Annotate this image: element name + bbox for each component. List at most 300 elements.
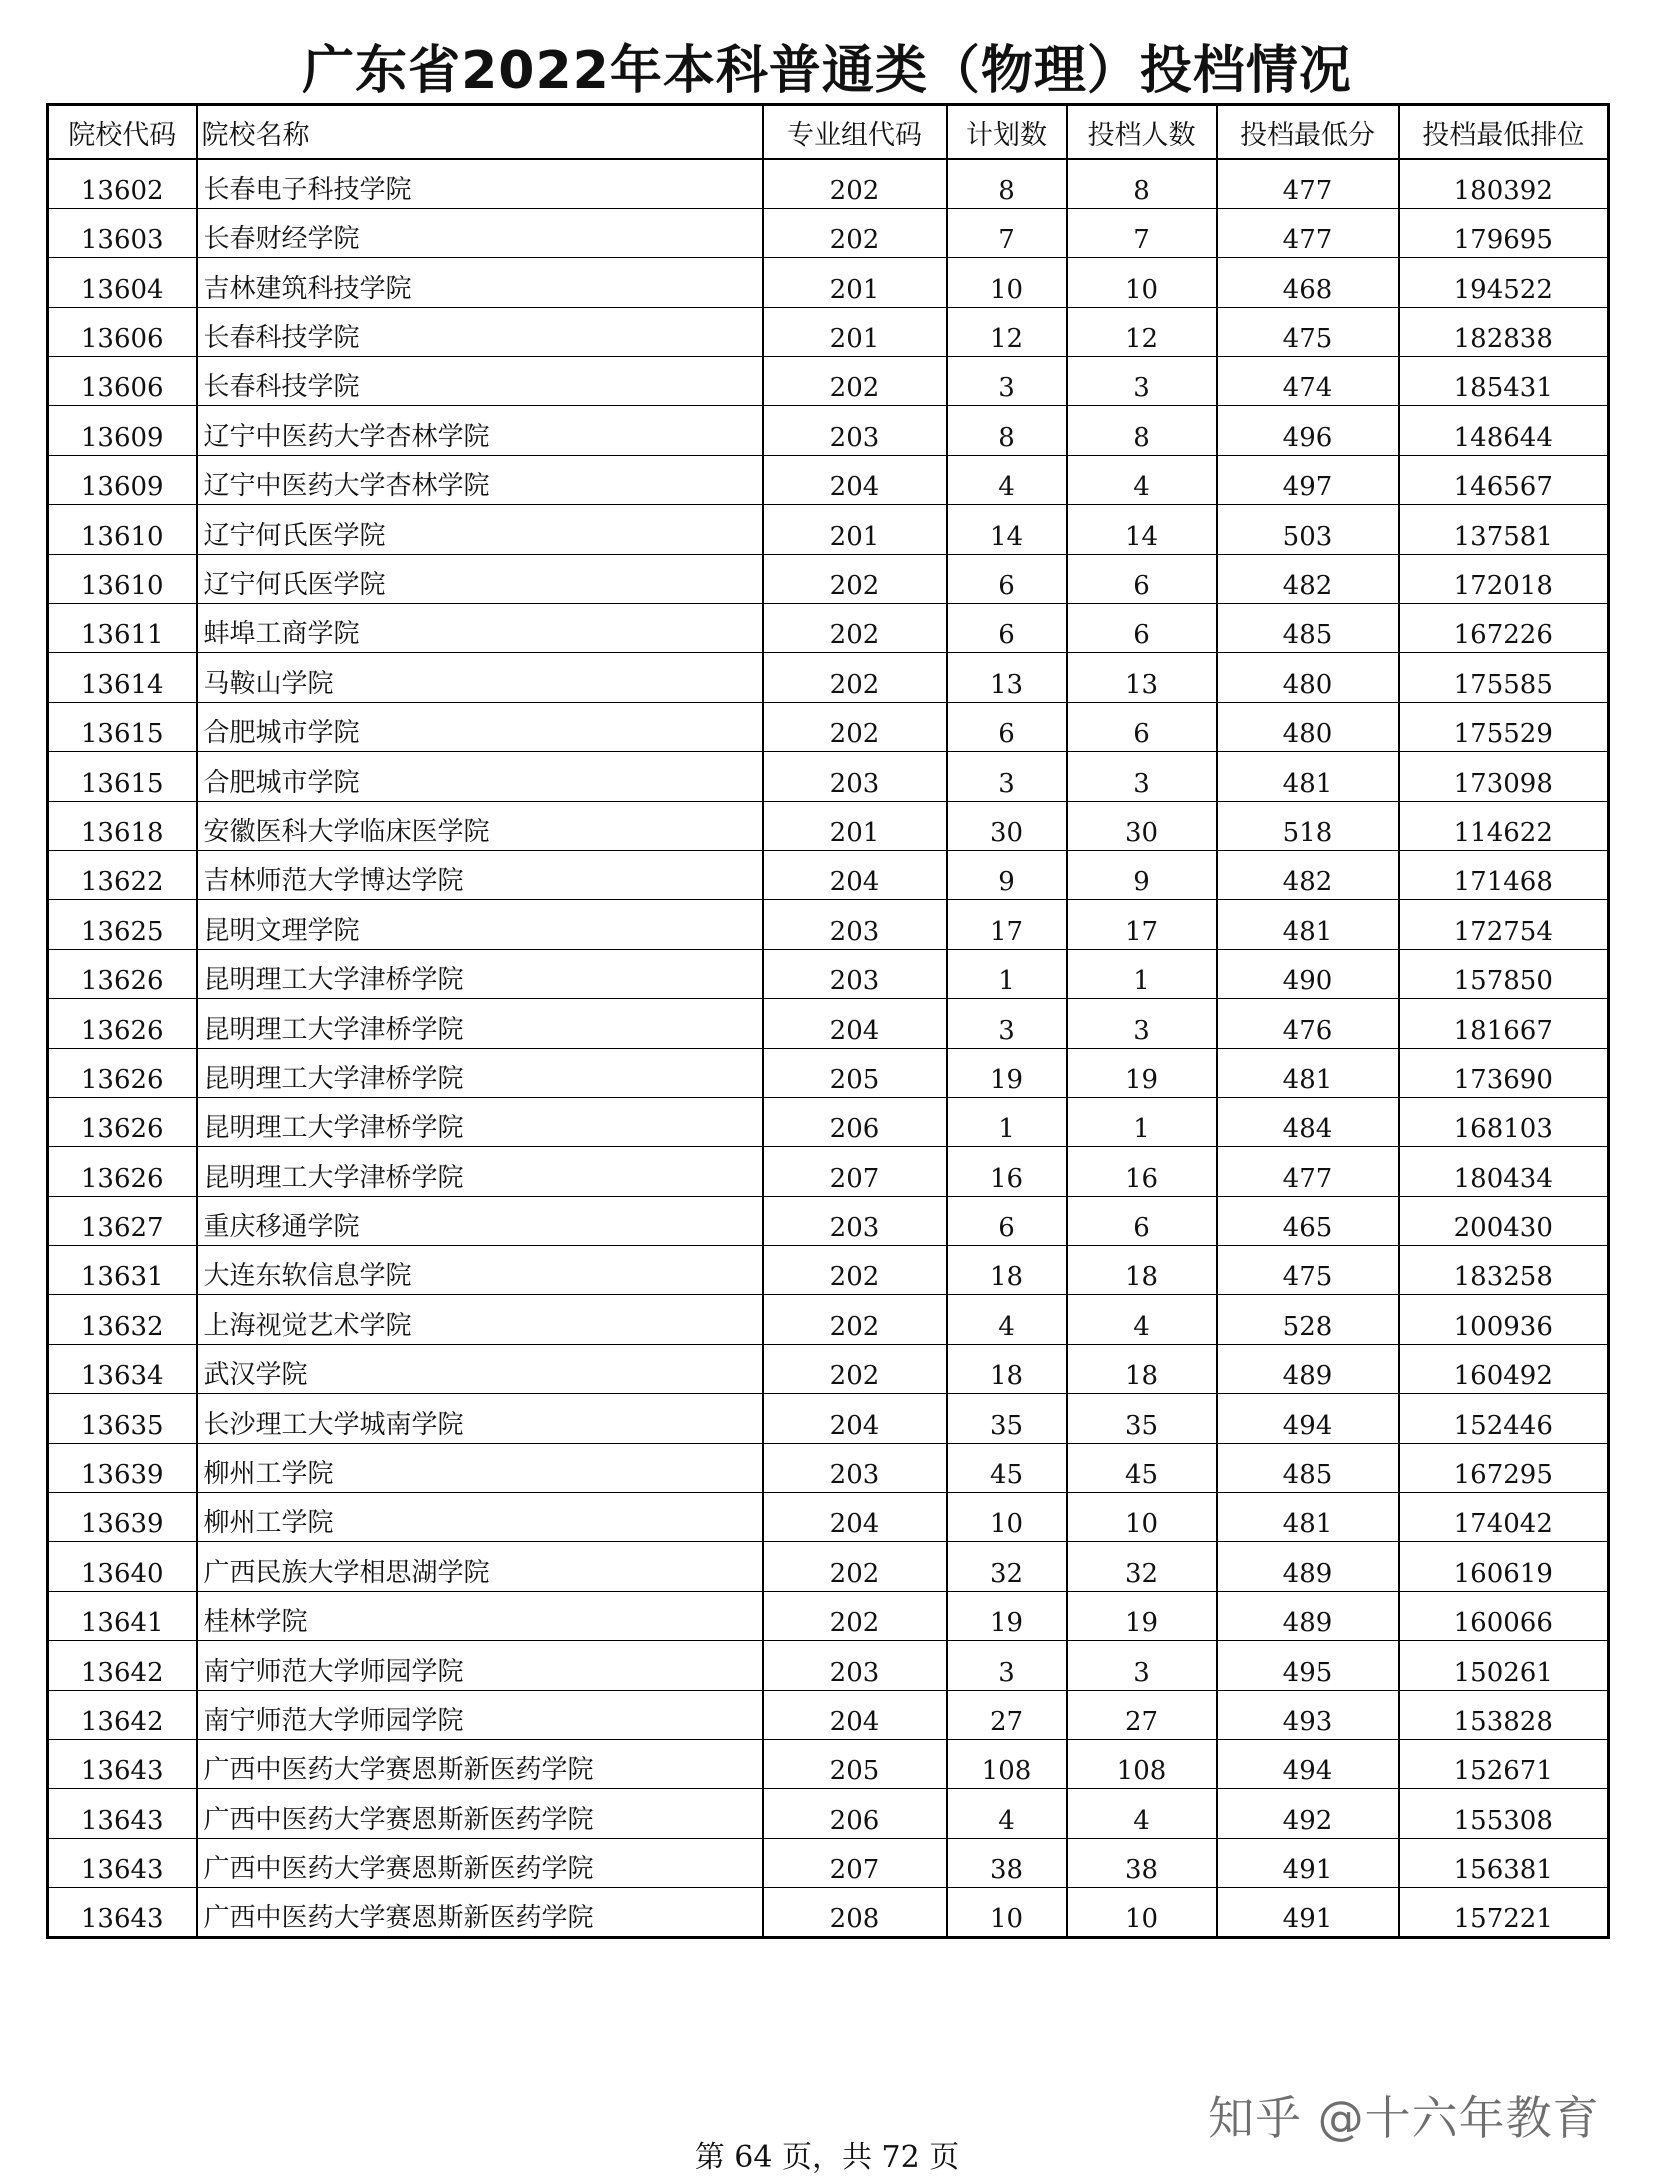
min-rank-cell: 185431 <box>1399 357 1609 406</box>
group-code-cell: 203 <box>763 949 947 998</box>
school-name-cell: 广西民族大学相思湖学院 <box>197 1542 763 1591</box>
plan-count-cell: 18 <box>947 1246 1067 1295</box>
school-name-cell: 昆明理工大学津桥学院 <box>197 999 763 1048</box>
school-name-cell: 柳州工学院 <box>197 1493 763 1542</box>
school-name-cell: 长春财经学院 <box>197 208 763 257</box>
school-name-cell: 合肥城市学院 <box>197 752 763 801</box>
group-code-cell: 201 <box>763 258 947 307</box>
school-code-cell: 13606 <box>48 307 197 356</box>
min-rank-cell: 137581 <box>1399 505 1609 554</box>
school-code-cell: 13609 <box>48 406 197 455</box>
plan-count-cell: 19 <box>947 1591 1067 1640</box>
admission-table-container <box>46 103 1610 1939</box>
group-code-cell: 202 <box>763 357 947 406</box>
plan-count-cell: 13 <box>947 653 1067 702</box>
school-name-cell: 长春科技学院 <box>197 307 763 356</box>
group-code-cell: 202 <box>763 702 947 751</box>
min-score-cell: 518 <box>1217 801 1399 850</box>
plan-count-cell: 38 <box>947 1838 1067 1887</box>
admitted-count-cell: 1 <box>1067 949 1217 998</box>
group-code-cell: 205 <box>763 1048 947 1097</box>
min-score-cell: 495 <box>1217 1641 1399 1690</box>
group-code-cell: 204 <box>763 1690 947 1739</box>
school-name-cell: 广西中医药大学赛恩斯新医药学院 <box>197 1838 763 1887</box>
school-code-cell: 13627 <box>48 1196 197 1245</box>
min-rank-cell: 152671 <box>1399 1740 1609 1789</box>
page-title: 广东省2022年本科普通类（物理）投档情况 <box>302 41 1352 101</box>
admitted-count-cell: 16 <box>1067 1147 1217 1196</box>
school-code-cell: 13643 <box>48 1740 197 1789</box>
school-name-cell: 合肥城市学院 <box>197 702 763 751</box>
table-row <box>48 357 1609 406</box>
min-rank-cell: 160066 <box>1399 1591 1609 1640</box>
min-score-cell: 492 <box>1217 1789 1399 1838</box>
group-code-cell: 202 <box>763 653 947 702</box>
admission-table <box>46 103 1610 1939</box>
table-row <box>48 1147 1609 1196</box>
admitted-count-cell: 30 <box>1067 801 1217 850</box>
min-score-cell: 480 <box>1217 702 1399 751</box>
min-rank-cell: 167295 <box>1399 1443 1609 1492</box>
min-score-cell: 477 <box>1217 1147 1399 1196</box>
group-code-cell: 203 <box>763 1443 947 1492</box>
table-row <box>48 1048 1609 1097</box>
table-row <box>48 1542 1609 1591</box>
min-rank-cell: 150261 <box>1399 1641 1609 1690</box>
min-score-cell: 474 <box>1217 357 1399 406</box>
min-rank-cell: 174042 <box>1399 1493 1609 1542</box>
min-score-cell: 491 <box>1217 1888 1399 1937</box>
group-code-cell: 205 <box>763 1740 947 1789</box>
column-header-school-name: 院校名称 <box>197 105 763 160</box>
min-score-cell: 491 <box>1217 1838 1399 1887</box>
plan-count-cell: 3 <box>947 999 1067 1048</box>
school-name-cell: 吉林建筑科技学院 <box>197 258 763 307</box>
group-code-cell: 204 <box>763 455 947 504</box>
min-rank-cell: 160492 <box>1399 1344 1609 1393</box>
table-row <box>48 258 1609 307</box>
school-name-cell: 辽宁中医药大学杏林学院 <box>197 406 763 455</box>
table-row <box>48 455 1609 504</box>
group-code-cell: 206 <box>763 1789 947 1838</box>
min-score-cell: 481 <box>1217 900 1399 949</box>
school-code-cell: 13642 <box>48 1641 197 1690</box>
table-row <box>48 1246 1609 1295</box>
plan-count-cell: 7 <box>947 208 1067 257</box>
min-rank-cell: 173098 <box>1399 752 1609 801</box>
school-code-cell: 13626 <box>48 999 197 1048</box>
plan-count-cell: 6 <box>947 1196 1067 1245</box>
school-code-cell: 13610 <box>48 554 197 603</box>
school-name-cell: 安徽医科大学临床医学院 <box>197 801 763 850</box>
min-rank-cell: 173690 <box>1399 1048 1609 1097</box>
admitted-count-cell: 3 <box>1067 357 1217 406</box>
admitted-count-cell: 18 <box>1067 1344 1217 1393</box>
school-code-cell: 13606 <box>48 357 197 406</box>
school-code-cell: 13643 <box>48 1838 197 1887</box>
admitted-count-cell: 45 <box>1067 1443 1217 1492</box>
school-code-cell: 13615 <box>48 752 197 801</box>
admitted-count-cell: 12 <box>1067 307 1217 356</box>
admitted-count-cell: 8 <box>1067 159 1217 208</box>
admitted-count-cell: 108 <box>1067 1740 1217 1789</box>
min-rank-cell: 200430 <box>1399 1196 1609 1245</box>
admitted-count-cell: 17 <box>1067 900 1217 949</box>
min-score-cell: 480 <box>1217 653 1399 702</box>
group-code-cell: 201 <box>763 307 947 356</box>
column-header-plan-count: 计划数 <box>947 105 1067 160</box>
school-name-cell: 长春科技学院 <box>197 357 763 406</box>
admitted-count-cell: 13 <box>1067 653 1217 702</box>
school-code-cell: 13610 <box>48 505 197 554</box>
table-row <box>48 702 1609 751</box>
school-code-cell: 13642 <box>48 1690 197 1739</box>
table-row <box>48 406 1609 455</box>
school-code-cell: 13626 <box>48 1147 197 1196</box>
school-code-cell: 13639 <box>48 1493 197 1542</box>
plan-count-cell: 3 <box>947 1641 1067 1690</box>
min-score-cell: 494 <box>1217 1394 1399 1443</box>
group-code-cell: 201 <box>763 505 947 554</box>
school-code-cell: 13643 <box>48 1789 197 1838</box>
table-row <box>48 850 1609 899</box>
admitted-count-cell: 7 <box>1067 208 1217 257</box>
min-rank-cell: 148644 <box>1399 406 1609 455</box>
admitted-count-cell: 14 <box>1067 505 1217 554</box>
min-rank-cell: 155308 <box>1399 1789 1609 1838</box>
plan-count-cell: 45 <box>947 1443 1067 1492</box>
group-code-cell: 208 <box>763 1888 947 1937</box>
table-body <box>48 159 1609 1937</box>
min-score-cell: 481 <box>1217 1048 1399 1097</box>
table-row <box>48 1789 1609 1838</box>
school-code-cell: 13635 <box>48 1394 197 1443</box>
min-rank-cell: 156381 <box>1399 1838 1609 1887</box>
school-code-cell: 13643 <box>48 1888 197 1937</box>
school-name-cell: 马鞍山学院 <box>197 653 763 702</box>
plan-count-cell: 8 <box>947 406 1067 455</box>
school-name-cell: 昆明理工大学津桥学院 <box>197 1147 763 1196</box>
min-rank-cell: 146567 <box>1399 455 1609 504</box>
school-name-cell: 南宁师范大学师园学院 <box>197 1641 763 1690</box>
admitted-count-cell: 35 <box>1067 1394 1217 1443</box>
table-row <box>48 949 1609 998</box>
admitted-count-cell: 10 <box>1067 1493 1217 1542</box>
min-score-cell: 482 <box>1217 850 1399 899</box>
plan-count-cell: 8 <box>947 159 1067 208</box>
admitted-count-cell: 6 <box>1067 604 1217 653</box>
school-name-cell: 长沙理工大学城南学院 <box>197 1394 763 1443</box>
min-rank-cell: 172018 <box>1399 554 1609 603</box>
group-code-cell: 204 <box>763 850 947 899</box>
group-code-cell: 204 <box>763 1493 947 1542</box>
table-row <box>48 1295 1609 1344</box>
admitted-count-cell: 19 <box>1067 1591 1217 1640</box>
min-rank-cell: 168103 <box>1399 1097 1609 1146</box>
table-header-row <box>48 105 1609 160</box>
table-row <box>48 653 1609 702</box>
school-name-cell: 昆明理工大学津桥学院 <box>197 949 763 998</box>
admitted-count-cell: 3 <box>1067 752 1217 801</box>
min-score-cell: 493 <box>1217 1690 1399 1739</box>
admitted-count-cell: 6 <box>1067 702 1217 751</box>
min-score-cell: 489 <box>1217 1542 1399 1591</box>
group-code-cell: 207 <box>763 1147 947 1196</box>
school-name-cell: 吉林师范大学博达学院 <box>197 850 763 899</box>
plan-count-cell: 10 <box>947 258 1067 307</box>
min-score-cell: 481 <box>1217 1493 1399 1542</box>
admitted-count-cell: 38 <box>1067 1838 1217 1887</box>
plan-count-cell: 3 <box>947 752 1067 801</box>
min-score-cell: 503 <box>1217 505 1399 554</box>
school-name-cell: 辽宁何氏医学院 <box>197 505 763 554</box>
min-rank-cell: 181667 <box>1399 999 1609 1048</box>
min-score-cell: 485 <box>1217 1443 1399 1492</box>
school-name-cell: 大连东软信息学院 <box>197 1246 763 1295</box>
school-code-cell: 13611 <box>48 604 197 653</box>
column-header-group-code: 专业组代码 <box>763 105 947 160</box>
school-code-cell: 13602 <box>48 159 197 208</box>
group-code-cell: 202 <box>763 208 947 257</box>
plan-count-cell: 9 <box>947 850 1067 899</box>
column-header-min-rank: 投档最低排位 <box>1399 105 1609 160</box>
school-code-cell: 13614 <box>48 653 197 702</box>
min-rank-cell: 157221 <box>1399 1888 1609 1937</box>
plan-count-cell: 6 <box>947 702 1067 751</box>
table-row <box>48 604 1609 653</box>
table-row <box>48 1888 1609 1937</box>
min-score-cell: 485 <box>1217 604 1399 653</box>
school-code-cell: 13639 <box>48 1443 197 1492</box>
plan-count-cell: 17 <box>947 900 1067 949</box>
group-code-cell: 204 <box>763 1394 947 1443</box>
page-footer: 第 64 页，共 72 页 <box>694 2140 960 2175</box>
min-score-cell: 489 <box>1217 1591 1399 1640</box>
table-row <box>48 307 1609 356</box>
min-rank-cell: 114622 <box>1399 801 1609 850</box>
admitted-count-cell: 6 <box>1067 1196 1217 1245</box>
school-name-cell: 辽宁何氏医学院 <box>197 554 763 603</box>
min-rank-cell: 157850 <box>1399 949 1609 998</box>
plan-count-cell: 4 <box>947 1295 1067 1344</box>
group-code-cell: 207 <box>763 1838 947 1887</box>
group-code-cell: 202 <box>763 1246 947 1295</box>
min-rank-cell: 180392 <box>1399 159 1609 208</box>
min-score-cell: 528 <box>1217 1295 1399 1344</box>
plan-count-cell: 30 <box>947 801 1067 850</box>
group-code-cell: 203 <box>763 1196 947 1245</box>
min-score-cell: 475 <box>1217 1246 1399 1295</box>
min-rank-cell: 182838 <box>1399 307 1609 356</box>
min-score-cell: 468 <box>1217 258 1399 307</box>
school-code-cell: 13618 <box>48 801 197 850</box>
admitted-count-cell: 10 <box>1067 1888 1217 1937</box>
table-row <box>48 1344 1609 1393</box>
plan-count-cell: 32 <box>947 1542 1067 1591</box>
plan-count-cell: 4 <box>947 455 1067 504</box>
table-row <box>48 159 1609 208</box>
school-name-cell: 昆明文理学院 <box>197 900 763 949</box>
school-name-cell: 南宁师范大学师园学院 <box>197 1690 763 1739</box>
min-score-cell: 465 <box>1217 1196 1399 1245</box>
school-name-cell: 昆明理工大学津桥学院 <box>197 1097 763 1146</box>
admitted-count-cell: 3 <box>1067 999 1217 1048</box>
school-code-cell: 13626 <box>48 1048 197 1097</box>
school-name-cell: 广西中医药大学赛恩斯新医药学院 <box>197 1888 763 1937</box>
plan-count-cell: 12 <box>947 307 1067 356</box>
admitted-count-cell: 18 <box>1067 1246 1217 1295</box>
school-name-cell: 重庆移通学院 <box>197 1196 763 1245</box>
table-row <box>48 900 1609 949</box>
table-row <box>48 999 1609 1048</box>
school-name-cell: 辽宁中医药大学杏林学院 <box>197 455 763 504</box>
school-code-cell: 13609 <box>48 455 197 504</box>
table-row <box>48 1690 1609 1739</box>
group-code-cell: 202 <box>763 554 947 603</box>
school-code-cell: 13625 <box>48 900 197 949</box>
table-row <box>48 1591 1609 1640</box>
plan-count-cell: 4 <box>947 1789 1067 1838</box>
column-header-school-code: 院校代码 <box>48 105 197 160</box>
plan-count-cell: 1 <box>947 1097 1067 1146</box>
school-name-cell: 广西中医药大学赛恩斯新医药学院 <box>197 1740 763 1789</box>
min-score-cell: 490 <box>1217 949 1399 998</box>
min-score-cell: 481 <box>1217 752 1399 801</box>
school-code-cell: 13615 <box>48 702 197 751</box>
min-score-cell: 497 <box>1217 455 1399 504</box>
min-rank-cell: 152446 <box>1399 1394 1609 1443</box>
table-row <box>48 1838 1609 1887</box>
school-code-cell: 13603 <box>48 208 197 257</box>
plan-count-cell: 1 <box>947 949 1067 998</box>
school-code-cell: 13626 <box>48 1097 197 1146</box>
table-row <box>48 801 1609 850</box>
min-rank-cell: 175529 <box>1399 702 1609 751</box>
admitted-count-cell: 1 <box>1067 1097 1217 1146</box>
table-row <box>48 1443 1609 1492</box>
plan-count-cell: 108 <box>947 1740 1067 1789</box>
min-score-cell: 476 <box>1217 999 1399 1048</box>
group-code-cell: 201 <box>763 801 947 850</box>
plan-count-cell: 14 <box>947 505 1067 554</box>
admitted-count-cell: 4 <box>1067 1295 1217 1344</box>
min-score-cell: 482 <box>1217 554 1399 603</box>
min-rank-cell: 160619 <box>1399 1542 1609 1591</box>
school-name-cell: 蚌埠工商学院 <box>197 604 763 653</box>
table-row <box>48 1493 1609 1542</box>
admitted-count-cell: 4 <box>1067 1789 1217 1838</box>
plan-count-cell: 16 <box>947 1147 1067 1196</box>
table-row <box>48 208 1609 257</box>
table-row <box>48 1394 1609 1443</box>
admitted-count-cell: 6 <box>1067 554 1217 603</box>
admitted-count-cell: 4 <box>1067 455 1217 504</box>
plan-count-cell: 3 <box>947 357 1067 406</box>
plan-count-cell: 19 <box>947 1048 1067 1097</box>
admitted-count-cell: 10 <box>1067 258 1217 307</box>
group-code-cell: 202 <box>763 1542 947 1591</box>
school-code-cell: 13632 <box>48 1295 197 1344</box>
school-name-cell: 广西中医药大学赛恩斯新医药学院 <box>197 1789 763 1838</box>
group-code-cell: 202 <box>763 1295 947 1344</box>
school-code-cell: 13631 <box>48 1246 197 1295</box>
column-header-admitted-count: 投档人数 <box>1067 105 1217 160</box>
min-score-cell: 475 <box>1217 307 1399 356</box>
min-rank-cell: 175585 <box>1399 653 1609 702</box>
school-name-cell: 武汉学院 <box>197 1344 763 1393</box>
group-code-cell: 204 <box>763 999 947 1048</box>
watermark: 知乎 @十六年教育 <box>1208 2091 1600 2145</box>
min-score-cell: 484 <box>1217 1097 1399 1146</box>
school-code-cell: 13634 <box>48 1344 197 1393</box>
group-code-cell: 203 <box>763 1641 947 1690</box>
group-code-cell: 203 <box>763 900 947 949</box>
table-row <box>48 554 1609 603</box>
plan-count-cell: 6 <box>947 554 1067 603</box>
school-name-cell: 长春电子科技学院 <box>197 159 763 208</box>
plan-count-cell: 6 <box>947 604 1067 653</box>
min-rank-cell: 180434 <box>1399 1147 1609 1196</box>
admitted-count-cell: 27 <box>1067 1690 1217 1739</box>
school-name-cell: 柳州工学院 <box>197 1443 763 1492</box>
admitted-count-cell: 3 <box>1067 1641 1217 1690</box>
min-rank-cell: 183258 <box>1399 1246 1609 1295</box>
admitted-count-cell: 32 <box>1067 1542 1217 1591</box>
min-rank-cell: 194522 <box>1399 258 1609 307</box>
admitted-count-cell: 19 <box>1067 1048 1217 1097</box>
plan-count-cell: 10 <box>947 1888 1067 1937</box>
school-code-cell: 13641 <box>48 1591 197 1640</box>
table-row <box>48 1196 1609 1245</box>
plan-count-cell: 27 <box>947 1690 1067 1739</box>
table-row <box>48 505 1609 554</box>
group-code-cell: 206 <box>763 1097 947 1146</box>
group-code-cell: 202 <box>763 159 947 208</box>
min-rank-cell: 172754 <box>1399 900 1609 949</box>
table-row <box>48 1097 1609 1146</box>
min-rank-cell: 153828 <box>1399 1690 1609 1739</box>
school-code-cell: 13640 <box>48 1542 197 1591</box>
plan-count-cell: 35 <box>947 1394 1067 1443</box>
group-code-cell: 202 <box>763 1591 947 1640</box>
school-code-cell: 13626 <box>48 949 197 998</box>
school-code-cell: 13622 <box>48 850 197 899</box>
table-row <box>48 1641 1609 1690</box>
plan-count-cell: 18 <box>947 1344 1067 1393</box>
group-code-cell: 203 <box>763 406 947 455</box>
school-name-cell: 桂林学院 <box>197 1591 763 1640</box>
admitted-count-cell: 8 <box>1067 406 1217 455</box>
min-rank-cell: 100936 <box>1399 1295 1609 1344</box>
column-header-min-score: 投档最低分 <box>1217 105 1399 160</box>
min-score-cell: 477 <box>1217 159 1399 208</box>
school-code-cell: 13604 <box>48 258 197 307</box>
min-score-cell: 494 <box>1217 1740 1399 1789</box>
admitted-count-cell: 9 <box>1067 850 1217 899</box>
group-code-cell: 202 <box>763 604 947 653</box>
school-name-cell: 上海视觉艺术学院 <box>197 1295 763 1344</box>
plan-count-cell: 10 <box>947 1493 1067 1542</box>
min-rank-cell: 167226 <box>1399 604 1609 653</box>
min-score-cell: 477 <box>1217 208 1399 257</box>
table-row <box>48 752 1609 801</box>
group-code-cell: 203 <box>763 752 947 801</box>
school-name-cell: 昆明理工大学津桥学院 <box>197 1048 763 1097</box>
min-rank-cell: 179695 <box>1399 208 1609 257</box>
table-row <box>48 1740 1609 1789</box>
group-code-cell: 202 <box>763 1344 947 1393</box>
min-rank-cell: 171468 <box>1399 850 1609 899</box>
